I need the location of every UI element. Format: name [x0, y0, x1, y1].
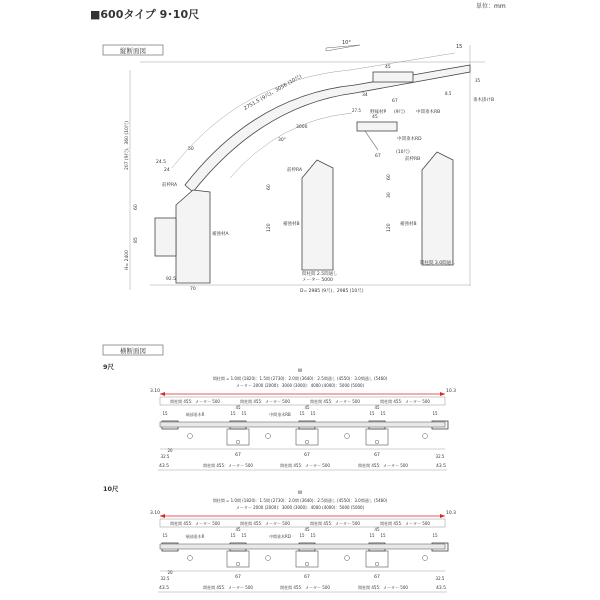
- bolt-icon: [375, 440, 379, 444]
- dim-120-mid: 120: [267, 223, 272, 232]
- page-title: ■600タイプ 9･10尺: [90, 8, 200, 21]
- top-segment-label: 間柱間 455：メーター 500: [170, 521, 220, 526]
- arrow-right-icon: [440, 392, 445, 396]
- rafter-support-bracket: [227, 429, 249, 445]
- left-dim: 3.10: [149, 511, 161, 516]
- dim-27-5: 27.5: [352, 108, 361, 113]
- dim-30: 30: [387, 192, 392, 198]
- post-hole-icon: [345, 556, 350, 561]
- dim-43-5-left: 43.5: [158, 586, 170, 591]
- dim-60-right: 60: [387, 174, 392, 180]
- dim-15: 15: [432, 411, 438, 416]
- edge-material-label: 野縁材P: [370, 110, 387, 115]
- dim-3000: 3000: [296, 125, 308, 130]
- dim-45: 45: [374, 405, 380, 410]
- bottom-segment-label: 間柱間 455：メーター 500: [203, 463, 253, 468]
- horizontal-section-10: [103, 485, 456, 592]
- reinforce-c-label: 補強材B: [400, 222, 417, 227]
- dim-20-left: 20: [167, 448, 173, 453]
- bolt-icon: [305, 440, 309, 444]
- dim-15: 15: [369, 411, 375, 416]
- dim-43-5-left: 43.5: [158, 464, 170, 469]
- dim-60-left: 60: [134, 204, 139, 210]
- front-frame-left: [176, 190, 210, 283]
- post-mid-label-2: メーター 5000: [302, 278, 333, 283]
- gutter-left: [155, 218, 176, 256]
- height-label: 207 (9尺)、360 (10尺): [125, 120, 130, 170]
- note-9: (9尺): [394, 110, 405, 115]
- top-segment-label: 間柱間 455：メーター 500: [310, 521, 360, 526]
- bolt-icon: [236, 440, 240, 444]
- dim-15: 15: [230, 411, 236, 416]
- dim-45: 45: [374, 527, 380, 532]
- rafter-support-bracket: [296, 429, 318, 445]
- horizontal-section-9: [103, 363, 456, 470]
- post-hole-icon: [266, 556, 271, 561]
- dim-60-mid: 60: [267, 184, 272, 190]
- dim-32-5-right: 32.5: [435, 576, 445, 581]
- reinforce-b-label: 補強材B: [283, 222, 300, 227]
- front-frame-c-label: 前枠RB: [405, 157, 421, 162]
- dim-45: 45: [304, 527, 310, 532]
- bolt-icon: [305, 562, 309, 566]
- post-hole-icon: [345, 434, 350, 439]
- rafter-support-bracket: [366, 551, 388, 567]
- width-label: W: [297, 491, 303, 496]
- top-segment-label: 間柱間 455：メーター 500: [170, 399, 220, 404]
- dim-15: 15: [241, 411, 247, 416]
- dim-15: 15: [299, 533, 305, 538]
- dim-15-top: 15: [456, 44, 463, 50]
- dim-8-5: 8.5: [445, 91, 452, 96]
- rafter-length-label: 2751.5 (9尺)、3056 (10尺): [243, 73, 303, 112]
- dim-120-right: 120: [387, 223, 392, 232]
- horizontal-section-label: 横断面図: [120, 347, 146, 355]
- dim-45: 45: [304, 405, 310, 410]
- dim-67: 67: [235, 575, 241, 580]
- top-segment-label: 間柱間 455：メーター 500: [240, 399, 290, 404]
- dim-15: 15: [162, 533, 168, 538]
- dim-45: 45: [235, 405, 241, 410]
- span-list: 間柱間 = 1.0間 (1820)：1.5間 (2730)：2.0間 (3640)：2.5間通し (4550)：3.0間通し (5460): [212, 376, 388, 381]
- horizontal-section: [103, 345, 456, 592]
- roof-dimension-arc-outer: [172, 53, 455, 168]
- bottom-segment-label: 間柱間 455：メーター 500: [203, 585, 253, 590]
- mid-rafter-label: 中間垂木RD: [269, 534, 291, 539]
- dim-32-5-right: 32.5: [435, 454, 445, 459]
- dim-24: 24: [164, 168, 170, 173]
- dim-35: 35: [475, 78, 481, 83]
- dim-15: 15: [162, 411, 168, 416]
- meter-list: メーター 2000 (2000)：3000 (3000)：4000 (4000)：5000 (5000): [235, 383, 365, 388]
- vertical-section-label: 縦断面図: [120, 47, 146, 55]
- left-dim: 3.10: [149, 389, 161, 394]
- dim-45: 45: [235, 527, 241, 532]
- post-hole-icon: [423, 434, 428, 439]
- dim-85: 85: [134, 237, 139, 243]
- dim-15: 15: [230, 533, 236, 538]
- dim-15: 15: [432, 533, 438, 538]
- dim-15: 15: [299, 411, 305, 416]
- dim-15: 15: [380, 533, 386, 538]
- arrow-right-icon: [440, 514, 445, 518]
- dim-32-5-left: 32.5: [160, 454, 170, 459]
- bottom-segment-label: 間柱間 455：メーター 500: [358, 585, 408, 590]
- rafter-mid-rb-detail: [373, 72, 413, 82]
- bottom-segment-label: 間柱間 455：メーター 500: [280, 585, 330, 590]
- dim-34: 34: [362, 93, 368, 98]
- reinforce-a-label: 補強材A: [212, 232, 229, 237]
- dim-20-left: 20: [167, 570, 173, 575]
- bolt-icon: [236, 562, 240, 566]
- vertical-section: [103, 40, 494, 294]
- meter-list: メーター 2000 (2000)：3000 (3000)：4000 (4000)：5000 (5000): [235, 505, 365, 510]
- dim-70: 70: [190, 287, 196, 292]
- post-hole-icon: [188, 556, 193, 561]
- angle-label: 10°: [342, 40, 351, 46]
- dim-67: 67: [304, 453, 310, 458]
- dim-43-5-right: 43.5: [435, 464, 447, 469]
- dim-67: 67: [374, 453, 380, 458]
- rafter-mid-rd-detail: [357, 122, 397, 131]
- arrow-left-icon: [160, 392, 165, 396]
- dim-67-a: 67: [392, 99, 398, 104]
- post-mid-label-1: 間柱間 2.5間通し: [302, 272, 338, 277]
- dim-15: 15: [380, 411, 386, 416]
- dim-15: 15: [310, 533, 316, 538]
- dim-15: 15: [241, 533, 247, 538]
- size-label: 9尺: [103, 363, 115, 371]
- rafter-mid-rd-label: 中間垂木RD: [397, 137, 422, 142]
- unit-label: 単位：mm: [476, 3, 506, 10]
- dim-15: 15: [369, 533, 375, 538]
- right-dim: 10.3: [445, 511, 457, 516]
- rafter-support-bracket: [227, 551, 249, 567]
- rafter-mid-rd-bracket: [365, 131, 378, 150]
- rafter-hanger-label: 垂木掛けB: [473, 98, 495, 103]
- top-segment-label: 間柱間 455：メーター 500: [240, 521, 290, 526]
- front-frame-middle: [302, 160, 333, 270]
- dim-24-5: 24.5: [156, 160, 167, 165]
- bolt-icon: [375, 562, 379, 566]
- end-rafter-label: 端部垂木R: [185, 534, 205, 539]
- span-list: 間柱間 = 1.0間 (1820)：1.5間 (2730)：2.0間 (3640)：2.5間通し (4550)：3.0間通し (5460): [212, 498, 388, 503]
- dim-67-b: 67: [375, 154, 381, 159]
- bottom-segment-label: 間柱間 455：メーター 500: [280, 463, 330, 468]
- dim-67: 67: [235, 453, 241, 458]
- end-rafter-label: 端部垂木R: [185, 412, 205, 417]
- depth-label: D= 2985 (9尺)、2985 (10尺): [300, 289, 364, 294]
- width-label: W: [297, 369, 303, 374]
- front-frame-a-label: 前枠RA: [162, 183, 178, 188]
- dim-50: 50: [188, 147, 194, 152]
- top-segment-label: 間柱間 455：メーター 500: [380, 399, 430, 404]
- beam-profile: [160, 422, 445, 427]
- dim-92-5: 92.5: [166, 277, 177, 282]
- top-segment-label: 間柱間 455：メーター 500: [380, 521, 430, 526]
- dim-32-5-left: 32.5: [160, 576, 170, 581]
- rafter-support-bracket: [366, 429, 388, 445]
- post-hole-icon: [266, 434, 271, 439]
- rafter-mid-rb-label: 中間垂木RB: [416, 110, 441, 115]
- dim-43-5-right: 43.5: [435, 586, 447, 591]
- h-label: H= 2400: [125, 249, 130, 270]
- right-dim: 10.3: [445, 389, 457, 394]
- size-label: 10尺: [103, 485, 119, 493]
- top-segment-label: 間柱間 455：メーター 500: [310, 399, 360, 404]
- note-10: (10尺): [396, 150, 410, 155]
- dim-45-b: 45: [372, 115, 378, 120]
- bottom-segment-label: 間柱間 455：メーター 500: [358, 463, 408, 468]
- beam-profile: [160, 544, 445, 549]
- front-frame-b-label: 前枠RA: [287, 168, 303, 173]
- dim-30deg: 30°: [278, 138, 286, 143]
- dim-67: 67: [304, 575, 310, 580]
- dim-67: 67: [374, 575, 380, 580]
- post-right-label: 間柱間 3.0間通し: [420, 261, 456, 266]
- mid-rafter-label: 中間垂木RB: [269, 412, 291, 417]
- arrow-left-icon: [160, 514, 165, 518]
- dim-15: 15: [310, 411, 316, 416]
- rafter-support-bracket: [296, 551, 318, 567]
- front-frame-right: [422, 152, 453, 265]
- dim-45-a: 45: [385, 65, 391, 70]
- post-hole-icon: [423, 556, 428, 561]
- post-hole-icon: [188, 434, 193, 439]
